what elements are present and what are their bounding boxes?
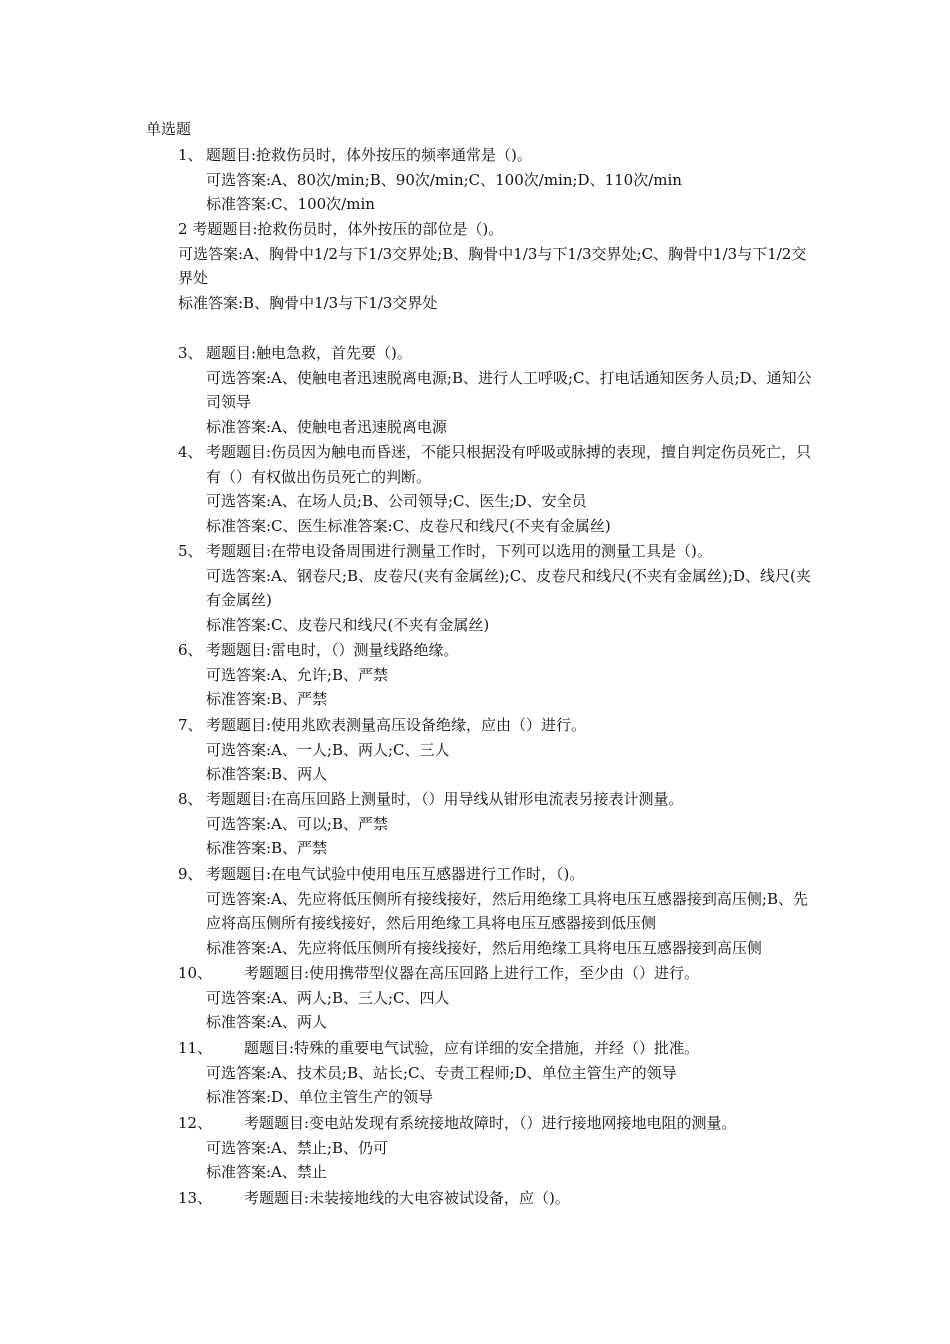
question-title: 7、 考题题目:使用兆欧表测量高压设备绝缘，应由（）进行。 — [178, 713, 818, 738]
question-options: 可选答案:A、先应将低压侧所有接线接好，然后用绝缘工具将电压互感器接到高压侧;B、先应将高压侧所有接线接好，然后用绝缘工具将电压互感器接到低压侧 — [206, 889, 808, 933]
question-2 — [178, 217, 818, 315]
question-10 — [178, 961, 818, 1035]
question-title: 6、 考题题目:雷电时，（）测量线路绝缘。 — [178, 638, 818, 663]
question-1 — [178, 143, 818, 217]
question-title: 4、 考题题目:伤员因为触电而昏迷，不能只根据没有呼吸或脉搏的表现，擅自判定伤员死亡，只有（）有权做出伤员死亡的判断。 — [178, 440, 818, 489]
question-6 — [178, 638, 818, 712]
question-title: 8、 考题题目:在高压回路上测量时，（）用导线从钳形电流表另接表计测量。 — [178, 787, 818, 812]
question-13 — [178, 1186, 818, 1211]
question-answer: 标准答案:B、胸骨中1/3与下1/3交界处 — [178, 293, 438, 312]
question-number: 12、 — [178, 1114, 213, 1132]
question-title: 1、 题题目:抢救伤员时，体外按压的频率通常是（)。 — [178, 143, 818, 168]
question-title: 10、 考题题目:使用携带型仪器在高压回路上进行工作，至少由（）进行。 — [178, 961, 818, 986]
question-answer: 标准答案:B、两人 — [206, 765, 328, 784]
question-12 — [178, 1111, 818, 1185]
question-answer: 标准答案:B、严禁 — [206, 839, 328, 858]
question-number: 4、 — [178, 443, 203, 461]
question-answer: 标准答案:A、禁止 — [206, 1163, 327, 1182]
question-11 — [178, 1036, 818, 1110]
question-3 — [178, 341, 818, 439]
question-options: 可选答案:A、一人;B、两人;C、三人 — [206, 740, 450, 759]
question-title: 5、 考题题目:在带电设备周围进行测量工作时，下列可以选用的测量工具是（)。 — [178, 539, 818, 564]
question-8 — [178, 787, 818, 861]
question-title: 2 考题题目:抢救伤员时，体外按压的部位是（)。 — [178, 220, 504, 238]
question-number: 7、 — [178, 716, 203, 734]
question-options: 可选答案:A、允许;B、严禁 — [206, 665, 388, 684]
question-options: 可选答案:A、80次/min;B、90次/min;C、100次/min;D、110次/min — [206, 170, 682, 189]
question-5 — [178, 539, 818, 637]
question-number: 1、 — [178, 146, 203, 164]
question-options: 可选答案:A、可以;B、严禁 — [206, 814, 388, 833]
question-options: 可选答案:A、在场人员;B、公司领导;C、医生;D、安全员 — [206, 492, 587, 511]
question-answer: 标准答案:C、100次/min — [206, 195, 375, 214]
question-number: 13、 — [178, 1189, 213, 1207]
question-4 — [178, 440, 818, 538]
question-options: 可选答案:A、技术员;B、站长;C、专责工程师;D、单位主管生产的领导 — [206, 1063, 677, 1082]
question-answer: 标准答案:C、医生标准答案:C、皮卷尺和线尺(不夹有金属丝) — [206, 516, 611, 535]
question-answer: 标准答案:A、先应将低压侧所有接线接好，然后用绝缘工具将电压互感器接到高压侧 — [206, 938, 762, 957]
section-title: 单选题 — [146, 120, 192, 138]
question-options: 可选答案:A、禁止;B、仍可 — [206, 1138, 388, 1157]
question-number: 2 — [178, 220, 188, 238]
question-title: 9、 考题题目:在电气试验中使用电压互感器进行工作时，（)。 — [178, 862, 818, 887]
question-answer: 标准答案:B、严禁 — [206, 690, 328, 709]
question-answer: 标准答案:A、使触电者迅速脱离电源 — [206, 417, 447, 436]
question-number: 3、 — [178, 344, 203, 362]
question-title: 3、 题题目:触电急救，首先要（)。 — [178, 341, 818, 366]
question-number: 5、 — [178, 542, 203, 560]
question-title: 13、 考题题目:未装接地线的大电容被试设备，应（)。 — [178, 1186, 818, 1211]
question-options: 可选答案:A、两人;B、三人;C、四人 — [206, 988, 450, 1007]
question-options: 可选答案:A、胸骨中1/2与下1/3交界处;B、胸骨中1/3与下1/3交界处;C、胸骨中1/3与下1/2交界处 — [178, 244, 807, 288]
question-number: 8、 — [178, 790, 203, 808]
question-answer: 标准答案:D、单位主管生产的领导 — [206, 1088, 434, 1107]
question-number: 10、 — [178, 964, 213, 982]
question-number: 9、 — [178, 865, 203, 883]
question-title: 11、 题题目:特殊的重要电气试验，应有详细的安全措施，并经（）批准。 — [178, 1036, 818, 1061]
question-options: 可选答案:A、使触电者迅速脱离电源;B、进行人工呼吸;C、打电话通知医务人员;D、通知公司领导 — [206, 368, 812, 412]
question-options: 可选答案:A、钢卷尺;B、皮卷尺(夹有金属丝);C、皮卷尺和线尺(不夹有金属丝);D、线尺(夹有金属丝) — [206, 566, 811, 610]
question-number: 6、 — [178, 641, 203, 659]
question-7 — [178, 713, 818, 787]
question-number: 11、 — [178, 1039, 213, 1057]
question-answer: 标准答案:C、皮卷尺和线尺(不夹有金属丝) — [206, 615, 490, 634]
question-title: 12、 考题题目:变电站发现有系统接地故障时，（）进行接地网接地电阻的测量。 — [178, 1111, 818, 1136]
question-9 — [178, 862, 818, 960]
question-answer: 标准答案:A、两人 — [206, 1013, 327, 1032]
